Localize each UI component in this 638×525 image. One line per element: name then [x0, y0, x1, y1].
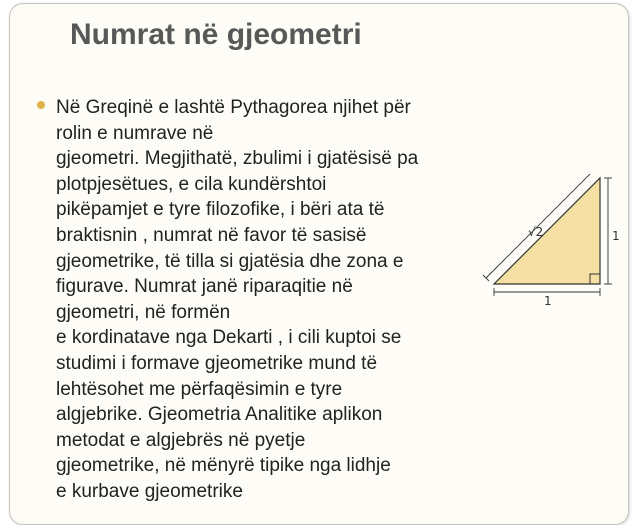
right-triangle-diagram — [480, 174, 620, 309]
bullet-line: studimi i formave gjeometrike mund të — [56, 352, 378, 374]
bullet-line: metodat e algjebrës në pyetje — [56, 429, 306, 451]
vertical-leg-label: 1 — [612, 229, 620, 243]
slide — [9, 3, 629, 525]
bullet-line: rolin e numrave në — [56, 122, 214, 144]
bullet-line: algjebrike. Gjeometria Analitike aplikon — [56, 404, 383, 426]
bullet-line: gjeometrike, në mënyrë tipike nga lidhje — [56, 455, 391, 477]
bullet-line: braktisnin , numrat në favor të sasisë — [56, 224, 367, 246]
bullet-line: plotpjesëtues, e cila kundërshtoi — [56, 173, 327, 195]
bullet-text — [56, 95, 476, 505]
bullet-line: Në Greqinë e lashtë Pythagorea njihet për — [56, 97, 411, 118]
bullet-line: gjeometri. Megjithatë, zbulimi i gjatësisë pa — [56, 148, 419, 170]
bullet-line: gjeometri, në formën — [56, 301, 231, 323]
slide-title: Numrat në gjeometri — [70, 18, 362, 51]
bullet-line: e kurbave gjeometrike — [56, 480, 243, 502]
triangle-shape — [494, 178, 600, 284]
horizontal-leg-label: 1 — [544, 294, 552, 308]
bullet-line: e kordinatave nga Dekarti , i cili kuptoi se — [56, 327, 402, 349]
bullet-line: pikëpamjet e tyre filozofike, i bëri ata të — [56, 199, 385, 221]
bullet-marker — [37, 101, 45, 109]
bullet-line: figurave. Numrat janë riparaqitie në — [56, 276, 353, 298]
bullet-line: gjeometrike, të tilla si gjatësia dhe zona e — [56, 250, 404, 272]
hypotenuse-label: √2 — [528, 225, 544, 239]
bullet-line: lehtësohet me përfaqësimin e tyre — [56, 378, 343, 400]
